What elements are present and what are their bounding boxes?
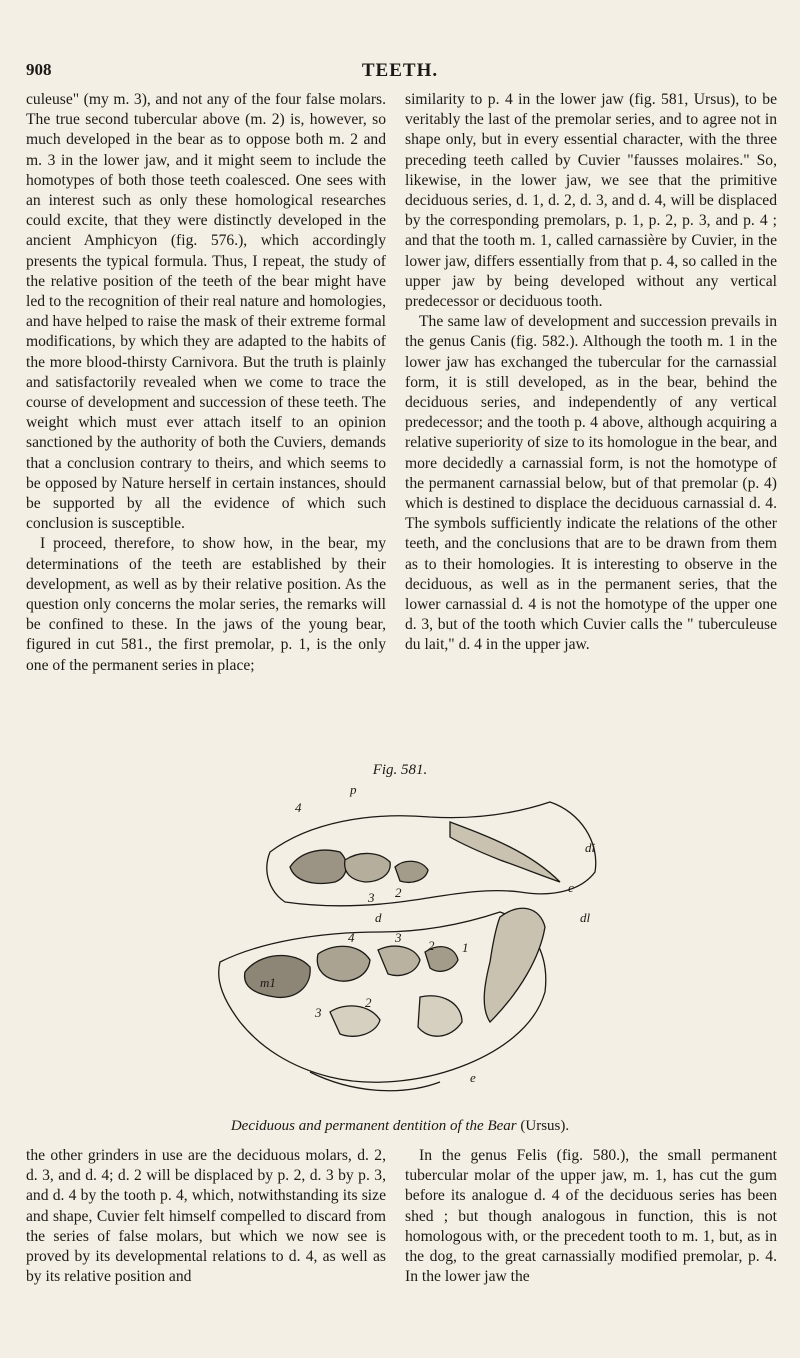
column-top-left xyxy=(26,90,386,676)
figure-label-dl: dl xyxy=(580,910,591,925)
paragraph: I proceed, therefore, to show how, in the bear, my determinations of the teeth are established by their development, as well as by their relative position. As the question only concerns the molar series, the remarks will be confined to these. In the jaws of the young bear, figured in cut 581., the first premolar, p. 1, is the only one of the permanent series in place; xyxy=(26,535,386,674)
figure-label-m1: m1 xyxy=(260,975,276,990)
figure-caption xyxy=(0,1118,800,1135)
lower-molar xyxy=(317,946,370,981)
lower-molar xyxy=(245,956,311,998)
mandible-base xyxy=(310,1072,440,1091)
figure-label-4: 4 xyxy=(348,930,355,945)
column-bottom-right xyxy=(405,1146,777,1287)
figure-label-2: 2 xyxy=(365,995,372,1010)
figure-label-2: 2 xyxy=(428,938,435,953)
lower-molar xyxy=(378,946,420,975)
upper-molar xyxy=(290,850,346,883)
column-top-right xyxy=(405,90,777,656)
figure-label-3: 3 xyxy=(315,1005,322,1020)
upper-canine xyxy=(450,822,560,882)
figure-label-3: 3 xyxy=(395,930,402,945)
figure-label-2: 2 xyxy=(395,885,402,900)
figure-label-4: 4 xyxy=(295,800,302,815)
figure-label-3: 3 xyxy=(368,890,375,905)
lower-canine xyxy=(484,908,545,1022)
caption-plain: (Ursus). xyxy=(520,1118,570,1134)
column-bottom-left xyxy=(26,1146,386,1287)
figure-label-c: c xyxy=(568,880,574,895)
paragraph: In the genus Felis (fig. 580.), the small permanent tubercular molar of the upper jaw, m. 1, has cut the gum before its analogue d. 4 of the deciduous series has been shed ; but though analogous in function, this is not homologous with, or the precedent tooth to m. 1, but, as in the dog, to the great carnassially modified premolar, p. 4. In the lower jaw the xyxy=(405,1147,777,1286)
figure-label-p: p xyxy=(350,782,357,797)
figure-label-1: 1 xyxy=(462,940,469,955)
figure-label-d: d xyxy=(375,910,382,925)
figure-label: Fig. 581. xyxy=(372,762,428,778)
developing-tooth xyxy=(330,1006,380,1036)
paragraph: similarity to p. 4 in the lower jaw (fig. 581, Ursus), to be veritably the last of the premolar series, and to agree not in shape only, but in every essential character, with the three preceding teeth called by Cuvier "fausses molaires." So, likewise, in the lower jaw, we see that the primitive deciduous series, d. 1, d. 2, d. 3, and d. 4, will be displaced by the corresponding premolars, p. 1, p. 2, p. 3, and p. 4 ; and that the tooth m. 1, called carnassière by Cuvier, in the lower jaw, differs essentially from that p. 4, so called in the upper jaw by being developed without any vertical predecessor or deciduous tooth. xyxy=(405,91,777,311)
page-header xyxy=(26,60,774,84)
caption-italic: Deciduous and permanent dentition of the Bear xyxy=(230,1118,517,1134)
figure-label-di: di xyxy=(585,840,596,855)
paragraph: the other grinders in use are the deciduous molars, d. 2, d. 3, and d. 4; d. 2 will be displaced by p. 2, d. 3 by p. 3, and d. 4 by the tooth p. 4, which, notwithstanding its size and shape, Cuvier felt himself compelled to discard from the series of false molars, but which we now see is proved by its developmental relations to d. 4, as well as by its relative position and xyxy=(26,1147,386,1286)
developing-tooth xyxy=(418,996,462,1036)
upper-molar xyxy=(395,861,428,882)
figure-label-e: e xyxy=(470,1070,476,1085)
page-number: 908 xyxy=(26,60,52,79)
paragraph: culeuse" (my m. 3), and not any of the four false molars. The true second tubercular above (m. 2) is, however, so much developed in the bear as to oppose both m. 2 and m. 3 in the lower jaw, and it might seem to include the homotypes of both those teeth coalesced. One sees with an interest such as only these homological researches could excite, that they were distinctly developed in the ancient Amphicyon (fig. 576.), which accordingly presents the typical formula. Thus, I repeat, the study of the relative position of the teeth of the bear might have led to the recognition of their real nature and homologies, and have helped to raise the mask of their extreme formal modifications, by which they are adapted to the habits of the more blood-thirsty Carnivora. But the truth is plainly and satisfactorily revealed when we come to trace the course of development and succession of these teeth. The weight which must ever attach itself to an opinion sanctioned by the authority of both the Cuviers, demands that a conclusion contrary to theirs, and which seems to be opposed by Nature herself in certain instances, should be supported by all the evidence of which such conclusion is susceptible. xyxy=(26,91,386,533)
upper-molar xyxy=(345,853,391,882)
running-title: TEETH. xyxy=(361,60,439,81)
paragraph: The same law of development and succession prevails in the genus Canis (fig. 582.). Although the tooth m. 1 in the lower jaw has exchanged the tubercular for the carnassial form, it is still developed, as in the bear, behind the deciduous series, and independently of any vertical predecessor; and the tooth p. 4 above, although acquiring a relative superiority of size to its homologue in the bear, and more decidedly a carnassial form, is not the homotype of the permanent carnassial below, but of that premolar (p. 4) which is destined to displace the deciduous carnassial d. 4. The symbols sufficiently indicate the relations of the other teeth, and the conclusions that are to be drawn from them as to their homologies. It is interesting to observe in the deciduous, as well as in the permanent series, that the lower carnassial d. 4 is not the homotype of the upper one d. 3, but of the tooth which Cuvier calls the " tuberculeuse du lait," d. 4 in the upper jaw. xyxy=(405,313,777,654)
bear-dentition-figure xyxy=(200,782,620,1112)
